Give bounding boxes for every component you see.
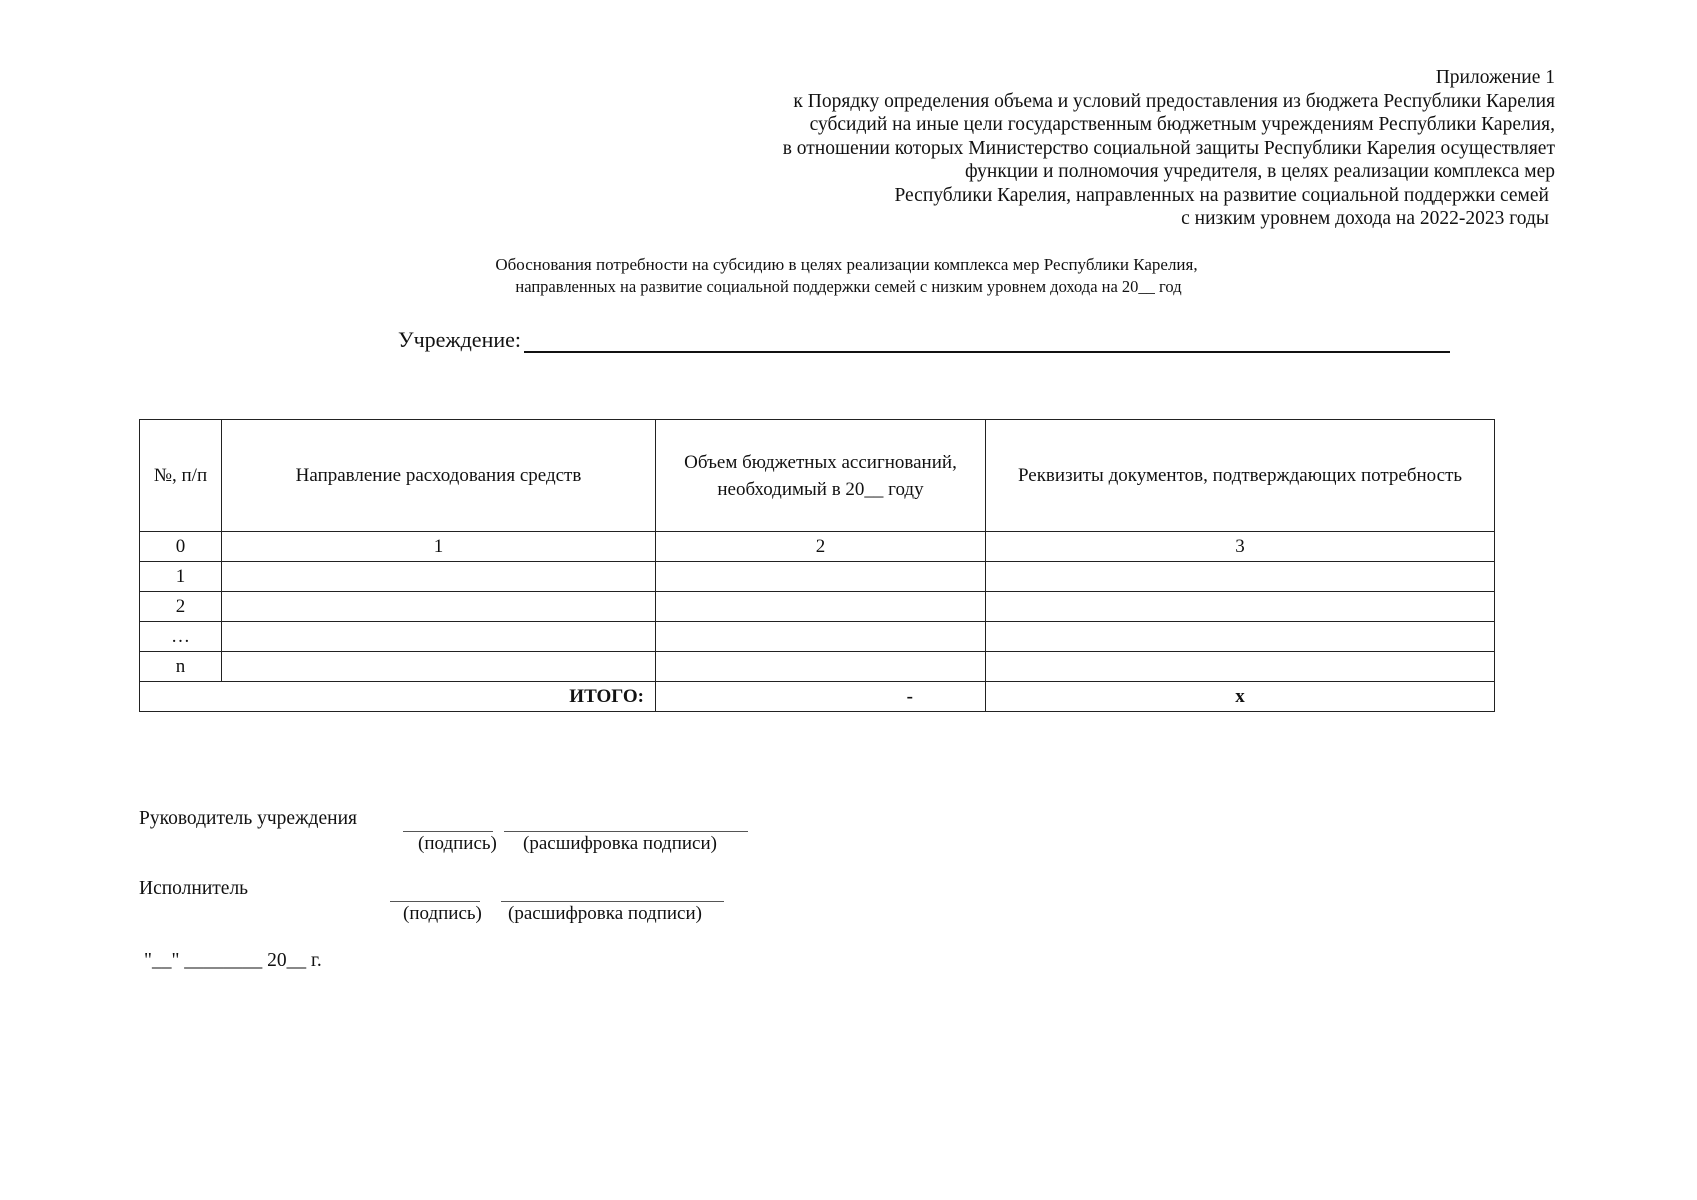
document-title-line: направленных на развитие социальной поддержки семей с низким уровнем дохода на 20__ год [515, 277, 1182, 296]
appendix-line: в отношении которых Министерство социальной защиты Республики Карелия осуществляет [782, 137, 1555, 159]
row-direction[interactable] [222, 592, 656, 622]
executor-decode-caption: (расшифровка подписи) [508, 903, 702, 924]
row-requisites[interactable] [986, 592, 1495, 622]
appendix-line: Приложение 1 [1435, 67, 1555, 88]
appendix-line: с низким уровнем дохода на 2022-2023 годы [1181, 208, 1549, 229]
head-decode-line[interactable] [504, 831, 748, 832]
appendix-line: субсидий на иные цели государственным бюджетным учреждениям Республики Карелия, [809, 114, 1555, 135]
row-num: … [140, 622, 222, 652]
column-number: 2 [656, 532, 986, 562]
executor-sign-caption: (подпись) [403, 903, 482, 924]
executor-signature-label: Исполнитель [139, 878, 249, 899]
header-direction: Направление расходования средств [222, 420, 656, 532]
head-decode-caption: (расшифровка подписи) [523, 833, 717, 854]
head-sign-caption: (подпись) [418, 833, 497, 854]
table-row [140, 652, 1495, 682]
header-volume-line: необходимый в 20__ году [717, 478, 924, 500]
row-direction[interactable] [222, 622, 656, 652]
row-direction[interactable] [222, 652, 656, 682]
row-num: 1 [140, 562, 222, 592]
header-num: №, п/п [140, 420, 222, 532]
column-number: 1 [222, 532, 656, 562]
column-number: 3 [986, 532, 1495, 562]
row-volume[interactable] [656, 622, 986, 652]
executor-signature-line[interactable] [390, 901, 480, 902]
justification-table [139, 419, 1495, 712]
head-signature-line[interactable] [403, 831, 493, 832]
date-field: "__" ________ 20__ г. [144, 950, 322, 971]
header-volume-line: Объем бюджетных ассигнований, [684, 451, 957, 473]
document-title [0, 254, 1697, 298]
document-title-line: Обоснования потребности на субсидию в целях реализации комплекса мер Республики Карелия, [495, 255, 1198, 274]
institution-label: Учреждение: [398, 327, 521, 352]
total-requisites: х [986, 682, 1495, 712]
total-label: ИТОГО: [140, 682, 656, 712]
head-signature-label: Руководитель учреждения [139, 808, 357, 829]
column-numbers-row [140, 532, 1495, 562]
appendix-line: функции и полномочия учредителя, в целях реализации комплекса мер [965, 161, 1555, 182]
total-row [140, 682, 1495, 712]
row-volume[interactable] [656, 562, 986, 592]
appendix-line: к Порядку определения объема и условий предоставления из бюджета Республики Карелия [793, 90, 1555, 112]
row-direction[interactable] [222, 562, 656, 592]
row-num: 2 [140, 592, 222, 622]
appendix-line: Республики Карелия, направленных на развитие социальной поддержки семей [894, 184, 1549, 206]
row-volume[interactable] [656, 652, 986, 682]
row-requisites[interactable] [986, 652, 1495, 682]
row-requisites[interactable] [986, 622, 1495, 652]
institution-field-line[interactable] [524, 351, 1450, 353]
table-header-row [140, 420, 1495, 532]
total-volume: - [656, 682, 986, 712]
table-row [140, 622, 1495, 652]
header-volume [656, 420, 986, 532]
table-row [140, 562, 1495, 592]
appendix-header [783, 66, 1555, 231]
row-requisites[interactable] [986, 562, 1495, 592]
executor-decode-line[interactable] [501, 901, 724, 902]
row-num: n [140, 652, 222, 682]
header-requisites: Реквизиты документов, подтверждающих потребность [986, 420, 1495, 532]
table-row [140, 592, 1495, 622]
row-volume[interactable] [656, 592, 986, 622]
column-number: 0 [140, 532, 222, 562]
